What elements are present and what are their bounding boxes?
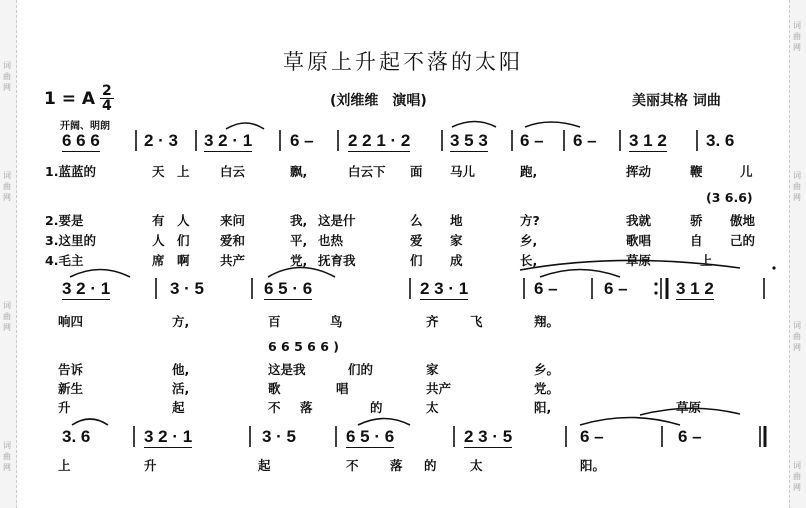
key-signature: 1 = A [44, 89, 96, 109]
bar-lines-row3 [134, 426, 765, 447]
r3-measure-7: 6 – [678, 427, 702, 446]
lyric: 百 [268, 314, 281, 329]
lyric: 1.蓝蓝的 [45, 164, 96, 179]
lyric: 我就 [626, 213, 652, 228]
lyric: 阳。 [580, 458, 606, 473]
r1-measure-2: 3 2 · 1 [204, 131, 253, 150]
lyric: 白云下 [348, 164, 386, 179]
lyric: 长, [520, 253, 538, 268]
lyric: 共产 [426, 381, 452, 396]
bar-lines-row2 [156, 278, 764, 299]
lyric: 自 [690, 233, 703, 248]
lyric: 新生 [58, 381, 84, 396]
slurs-row2 [70, 260, 740, 277]
lyric: 他, [172, 362, 190, 377]
watermark-left-2: 词 曲 网 [3, 171, 11, 202]
lyric: 的 [424, 458, 437, 473]
lyric: 抚育我 [318, 253, 356, 268]
r2-measure-7: 3 1 2 [676, 279, 714, 298]
lyric: 么 [410, 213, 423, 228]
lyric: 唱 [336, 381, 349, 396]
lyric: 草原 [626, 253, 652, 268]
r1-measure-5: 3 5 3 [450, 131, 488, 150]
lyric: 不 [346, 458, 359, 473]
r2-measure-4: 2 3 · 1 [420, 279, 469, 298]
lyric: 爱和 [220, 233, 246, 248]
r1-measure-1: 2 · 3 [144, 131, 179, 150]
lyric: 成 [450, 253, 463, 268]
time-signature: $\frac{2}{4}$ [102, 83, 112, 114]
watermark-right-3: 词 曲 网 [793, 321, 801, 352]
r3-measure-3: 3 · 5 [262, 427, 297, 446]
r2-measure-3: 6 5 · 6 [264, 279, 313, 298]
r1-measure-7: 6 – [573, 131, 597, 150]
slurs-row1 [226, 122, 580, 130]
lyric: 面 [410, 164, 423, 179]
lyric: 乡。 [534, 362, 560, 377]
lyric: 落 [390, 458, 403, 473]
lyric: 白云 [220, 164, 246, 179]
lyric: 人 [177, 213, 190, 228]
r1-measure-3: 6 – [290, 131, 314, 150]
lyric: 们 [177, 233, 190, 248]
authors: 美丽其格 词曲 [632, 93, 721, 109]
r3-measure-2: 3 2 · 1 [144, 427, 193, 446]
pickup: 6 6 6 [62, 131, 100, 150]
lyric: 活, [172, 381, 190, 396]
lyric: 太 [470, 458, 483, 473]
r1-measure-8: 3 1 2 [629, 131, 667, 150]
watermark-right-1: 词 曲 网 [793, 21, 801, 52]
r2-measure-5: 6 – [534, 279, 558, 298]
lyric: 们的 [348, 362, 374, 377]
expression-mark: 开阔、明朗 [60, 121, 110, 132]
alt-notes-1: (3 6.6) [706, 190, 753, 205]
lyric: 的 [370, 400, 383, 415]
r1-measure-6: 6 – [520, 131, 544, 150]
repeat-dot-upper [654, 282, 657, 285]
lyric: 有 [152, 213, 165, 228]
lyric: 太 [426, 400, 439, 415]
r2-measure-2: 3 · 5 [170, 279, 205, 298]
watermark-right-2: 词 曲 网 [793, 171, 801, 202]
lyric: 歌 [268, 381, 281, 396]
lyric: 们 [410, 253, 423, 268]
lyric: 上 [177, 164, 190, 179]
lyric: 歌唱 [626, 233, 652, 248]
lyric: 家 [450, 233, 463, 248]
r2-measure-6: 6 – [604, 279, 628, 298]
bar-lines-row1 [136, 130, 697, 151]
lyric: 上 [58, 458, 71, 473]
lyric: 跑, [520, 164, 538, 179]
lyric: 这是我 [268, 362, 306, 377]
lyric: 升 [144, 458, 157, 473]
r1-measure-9: 3. 6 [706, 131, 735, 150]
lyric: 落 [300, 400, 313, 415]
lyric: 3.这里的 [45, 233, 96, 248]
lyric: 2.要是 [45, 213, 84, 228]
lyric: 天 [152, 164, 165, 179]
lyric: 起 [172, 400, 185, 415]
watermark-right-4: 词 曲 网 [793, 461, 801, 492]
r1-measure-4: 2 2 1 · 2 [348, 131, 411, 150]
lyric: 啊 [177, 253, 190, 268]
lyric: 方? [520, 213, 540, 228]
stray-dot [772, 266, 775, 269]
lyric: 这是什 [318, 213, 356, 228]
lyric: 人 [152, 233, 165, 248]
watermark-left-1: 词 曲 网 [3, 61, 11, 92]
lyric: 4.毛主 [45, 253, 84, 268]
lyric: 升 [58, 400, 71, 415]
lyric: 傲地 [730, 213, 756, 228]
lyric: 来问 [220, 213, 246, 228]
lyric: 响四 [58, 314, 84, 329]
lyric: 乡, [520, 233, 538, 248]
repeat-dot-lower [654, 291, 657, 294]
lyric: 平, [290, 233, 308, 248]
lyric: 起 [258, 458, 271, 473]
r3-measure-5: 2 3 · 5 [464, 427, 513, 446]
lyric: 也热 [318, 233, 344, 248]
lyric: 齐 [426, 314, 439, 329]
lyric: 爱 [410, 233, 423, 248]
lyric: 鞭 [690, 164, 703, 179]
lyric: 党。 [534, 381, 560, 396]
lyric: 地 [450, 213, 463, 228]
lyric: 翔。 [534, 314, 560, 329]
song-title: 草原上升起不落的太阳 [283, 50, 523, 74]
slurs-row3 [72, 408, 740, 425]
lyric: 不 [268, 400, 281, 415]
lyric: 儿 [740, 164, 753, 179]
lyric: 告诉 [58, 362, 84, 377]
alt-notes-2: 6 6 5 6 6 ) [268, 339, 339, 354]
lyric: 挥动 [626, 164, 652, 179]
lyric: 党, [290, 253, 308, 268]
r2-measure-1: 3 2 · 1 [62, 279, 111, 298]
lyric: 方, [172, 314, 190, 329]
lyric: 鸟 [330, 314, 343, 329]
lyric: 共产 [220, 253, 246, 268]
lyric: 家 [426, 362, 439, 377]
lyric: 己的 [730, 233, 756, 248]
lyric: 飞 [470, 314, 483, 329]
watermark-left-3: 词 曲 网 [3, 301, 11, 332]
r3-measure-6: 6 – [580, 427, 604, 446]
r3-measure-1: 3. 6 [62, 427, 91, 446]
lyric: 草原 [676, 400, 702, 415]
lyric: 骄 [690, 213, 703, 228]
lyric: 我, [290, 213, 308, 228]
performer: (刘维维 演唱) [330, 93, 427, 109]
lyric: 上 [700, 253, 713, 268]
r3-measure-4: 6 5 · 6 [346, 427, 395, 446]
lyric: 马儿 [450, 164, 476, 179]
lyric: 飘, [290, 164, 308, 179]
lyric: 席 [152, 253, 165, 268]
watermark-left-4: 词 曲 网 [3, 441, 11, 472]
lyric: 阳, [534, 400, 552, 415]
